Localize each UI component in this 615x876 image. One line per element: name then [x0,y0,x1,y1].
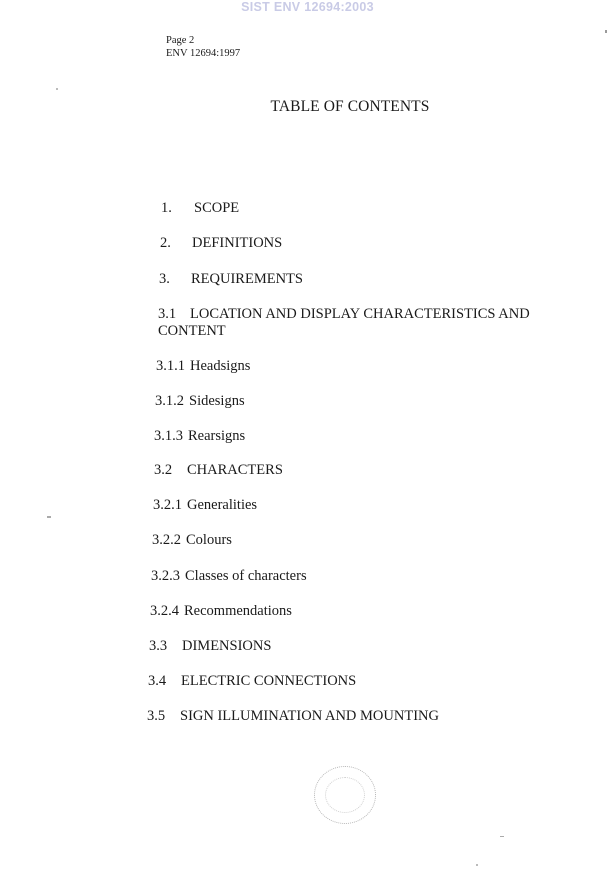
toc-entry-label-continuation: CONTENT [158,323,226,339]
toc-entry-3-1-1 [156,358,250,375]
toc-entry-label: Headsigns [190,358,251,374]
toc-entry-label: REQUIREMENTS [191,271,303,287]
toc-entry-3-1-2 [155,393,245,410]
toc-entry-3-4 [148,673,356,690]
toc-entry-label: Classes of characters [185,568,307,584]
page-number: Page 2 [166,35,195,46]
toc-entry-3-3 [149,638,271,655]
toc-entry-label: Rearsigns [188,428,246,444]
official-seal-stamp-icon [314,766,376,824]
toc-entry-number: 3. [159,271,170,287]
standard-reference: ENV 12694:1997 [166,48,241,59]
toc-entry-3-1 [158,306,530,340]
scan-speck [605,30,607,33]
toc-entry-3 [159,271,303,288]
scan-speck [476,864,478,866]
toc-entry-number: 3.1.2 [155,393,184,409]
toc-entry-label: DIMENSIONS [182,638,272,654]
toc-entry-2 [160,235,282,252]
toc-entry-3-2 [154,462,283,479]
toc-entry-number: 3.2.1 [153,497,182,513]
toc-entry-label: CHARACTERS [187,462,283,478]
page-header [166,34,240,60]
toc-entry-number: 3.1.3 [154,428,183,444]
toc-entry-label: DEFINITIONS [192,235,283,251]
toc-entry-label: Sidesigns [189,393,245,409]
toc-entry-3-2-3 [151,568,307,585]
toc-entry-label: Generalities [187,497,258,513]
toc-title: TABLE OF CONTENTS [270,98,430,115]
toc-entry-number: 3.2 [154,462,173,478]
toc-entry-3-2-4 [150,603,292,620]
toc-entry-label: SIGN ILLUMINATION AND MOUNTING [180,708,439,724]
toc-entry-number: 3.1 [158,306,177,322]
toc-entry-number: 3.2.3 [151,568,180,584]
toc-entry-number: 3.2.2 [152,532,181,548]
toc-entry-label: ELECTRIC CONNECTIONS [181,673,357,689]
toc-entry-number: 3.3 [149,638,168,654]
toc-entry-3-5 [147,708,439,725]
toc-entry-number: 2. [160,235,171,251]
toc-entry-label: Recommendations [184,603,292,619]
toc-entry-3-2-1 [153,497,257,514]
toc-entry-number: 3.2.4 [150,603,179,619]
toc-entry-number: 3.1.1 [156,358,185,374]
toc-entry-number: 1. [161,200,172,216]
toc-entry-number: 3.4 [148,673,167,689]
watermark: SIST ENV 12694:2003 [241,0,374,14]
toc-entry-label: SCOPE [194,200,240,216]
toc-entry-3-1-3 [154,428,245,445]
scan-speck [47,516,51,518]
toc-entry-1 [161,200,239,217]
scan-speck [500,836,504,837]
scan-speck [56,88,58,90]
toc-entry-label: Colours [186,532,232,548]
toc-entry-number: 3.5 [147,708,166,724]
toc-entry-label: LOCATION AND DISPLAY CHARACTERISTICS AND [190,306,530,322]
toc-entry-3-2-2 [152,532,232,549]
